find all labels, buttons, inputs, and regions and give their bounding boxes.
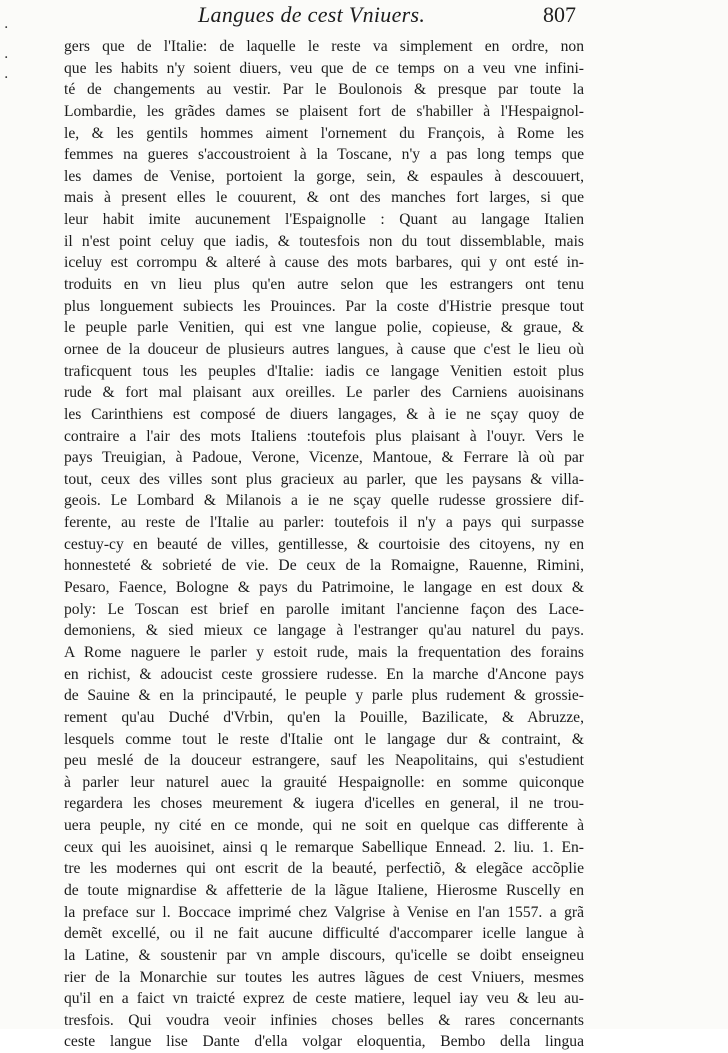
text-line: gers que de l'Italie: de laquelle le reste va simplement en ordre, non — [64, 38, 584, 55]
text-line: lesquels comme tout le reste d'Italie ont le langage dur & contraint, & — [64, 730, 584, 748]
text-line: leur habit imite aucunement l'Espaignolle : Quant au langage Italien — [64, 211, 584, 229]
text-line: rement qu'au Duché d'Vrbin, qu'en la Pouille, Bazilicate, & Abruzze, — [64, 708, 584, 726]
text-line: ceste langue lise Dante d'ella volgar eloquentia, Bembo della lingua — [64, 1033, 584, 1051]
text-line: que les habits n'y soient diuers, veu que de ce temps on a veu vne infini- — [64, 59, 584, 77]
text-line: en richist, & adoucist ceste grossiere rudesse. En la marche d'Ancone pays — [64, 665, 584, 683]
text-line: pays Treuigian, à Padoue, Verone, Vicenze, Mantoue, & Ferrare là où par — [64, 449, 584, 467]
text-line: de toute mignardise & affetterie de la lãgue Italiene, Hierosme Ruscelly en — [64, 881, 584, 899]
text-line: regardera les choses meurement & iugera d'icelles en general, il ne trou- — [64, 795, 584, 813]
text-line: peu meslé de la douceur estrangere, sauf les Neapolitains, qui s'estudient — [64, 752, 584, 770]
text-line: tresfois. Qui voudra veoir infinies choses belles & rares concernants — [64, 1011, 584, 1029]
text-block — [64, 36, 584, 1053]
text-line: la Latine, & soustenir par vn ample discours, qu'icelle se doibt enseigneu — [64, 946, 584, 964]
text-line: le, & les gentils hommes aiment l'ornement du François, à Rome les — [64, 124, 584, 142]
text-line: uera peuple, ny cité en ce monde, qui ne soit en quelque cas differente à — [64, 817, 584, 835]
text-line: té de changements au vestir. Par le Boulonois & presque par toute la — [64, 81, 584, 99]
text-line: le peuple parle Venitien, qui est vne langue polie, copieuse, & graue, & — [64, 319, 584, 337]
text-line: tre les modernes qui ont escrit de la beauté, perfectiõ, & elegãce accõplie — [64, 860, 584, 878]
running-title: Langues de cest Vniuers. — [198, 2, 426, 27]
text-line: la preface sur l. Boccace imprimé chez Valgrise à Venise en l'an 1557. a grã — [64, 903, 584, 921]
page-number: 807 — [543, 2, 576, 27]
text-line: Pesaro, Faence, Bologne & pays du Patrimoine, le langage en est doux & — [64, 579, 584, 597]
text-line: rier de la Monarchie sur toutes les autres lãgues de cest Vniuers, mesmes — [64, 968, 584, 986]
text-line: A Rome naguere le parler y estoit rude, mais la frequentation des forains — [64, 643, 584, 661]
text-line: traficquent tous les peuples d'Italie: iadis ce langage Venitien estoit plus — [64, 362, 584, 380]
text-line: à parler leur naturel auec la grauité Hespaignolle: en somme quiconque — [64, 773, 584, 791]
margin-mark: · — [4, 50, 9, 66]
text-line: il n'est point celuy que iadis, & toutesfois non du tout dissemblable, mais — [64, 232, 584, 250]
text-line: de Sauine & en la principauté, le peuple y parle plus rudement & grossie- — [64, 687, 584, 705]
text-line: qu'il en a faict vn traicté exprez de ceste matiere, lequel iay veu & leu au- — [64, 990, 584, 1008]
text-line: rude & fort mal plaisant aux oreilles. Le parler des Carniens auoisinans — [64, 384, 584, 402]
text-line: ceux qui les auoisinet, ainsi q le remarque Sabellique Ennead. 2. liu. 1. En- — [64, 838, 584, 856]
text-line: les Carinthiens est composé de diuers langages, & à ie ne sçay quoy de — [64, 405, 584, 423]
text-line: iceluy est corrompu & alteré à cause des mots barbares, qui y ont esté in- — [64, 254, 584, 272]
margin-mark: · — [4, 70, 9, 86]
text-line: plus longuement subiects les Prouinces. Par la coste d'Histrie presque tout — [64, 297, 584, 315]
text-line: geois. Le Lombard & Milanois a ie ne sçay quelle rudesse grossiere dif- — [64, 492, 584, 510]
text-line: femmes na gueres s'accoustroient à la Toscane, n'y a pas long temps que — [64, 146, 584, 164]
text-line: les dames de Venise, portoient la gorge, sein, & espaules à descouuert, — [64, 167, 584, 185]
text-line: demẽt excellé, ou il ne fait aucune difficulté d'accomparer icelle langue à — [64, 925, 584, 943]
text-line: contraire a l'air des mots Italiens :toutefois plus plaisant à l'ouyr. Vers le — [64, 427, 584, 445]
text-line: ferente, au reste de l'Italie au parler: toutefois il n'y a pays qui surpasse — [64, 514, 584, 532]
margin-mark: · — [4, 20, 9, 36]
text-line: mais à present elles le couurent, & ont des manches fort larges, si que — [64, 189, 584, 207]
text-line: troduits en vn lieu plus qu'en autre selon que les estrangers ont tenu — [64, 276, 584, 294]
text-line: poly: Le Toscan est brief en parolle imitant l'ancienne façon des Lace- — [64, 600, 584, 618]
text-line: tout, ceux des villes sont plus gracieux au parler, que les paysans & villa- — [64, 470, 584, 488]
text-line: cestuy-cy en beauté de villes, gentillesse, & courtoisie des citoyens, ny en — [64, 535, 584, 553]
text-line: ornee de la douceur de plusieurs autres langues, à cause que c'est le lieu où — [64, 340, 584, 358]
text-line: honnesteté & sobrieté de vie. De ceux de la Romaigne, Rauenne, Rimini, — [64, 557, 584, 575]
text-line: demoniens, & sied mieux ce langage à l'estranger qu'au naturel du pays. — [64, 622, 584, 640]
text-line: Lombardie, les grãdes dames se plaisent fort de s'habiller à l'Hespaignol- — [64, 102, 584, 120]
